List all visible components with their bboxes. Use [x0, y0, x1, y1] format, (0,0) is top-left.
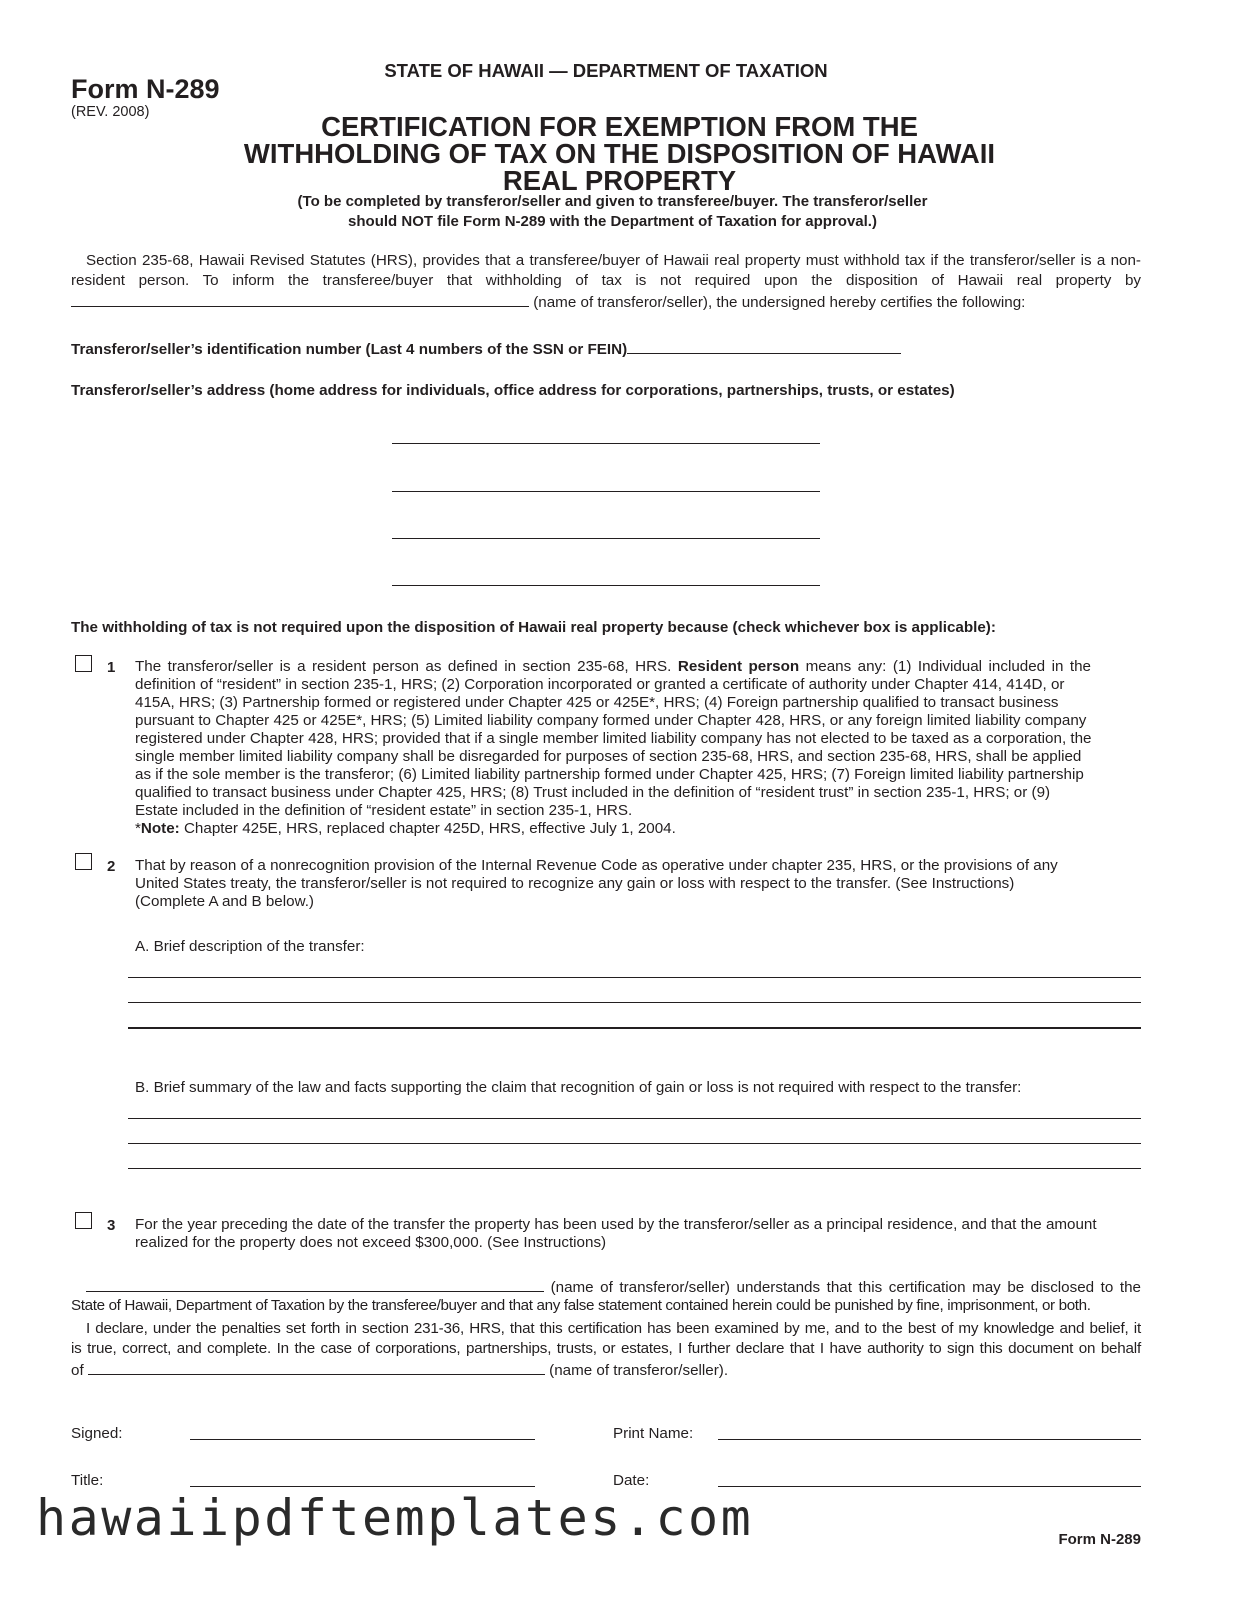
- declaration-line-5-text: (name of transferor/seller).: [549, 1362, 729, 1379]
- option-1-line-8: qualified to transact business under Chapter 425, HRS; (8) Trust included in the definition of “resident trust” in section 235-1, HRS; or (9): [135, 784, 1051, 801]
- declaration-line-2: State of Hawaii, Department of Taxation by the transferee/buyer and that any false statement contained herein could be punished by fine, imprisonment, or both.: [71, 1297, 1091, 1314]
- form-title-line-2: WITHHOLDING OF TAX ON THE DISPOSITION OF HAWAII: [243, 138, 996, 169]
- title-field[interactable]: [190, 1486, 535, 1487]
- declaration-line-5: [71, 1360, 1141, 1380]
- form-subtitle-line-2: should NOT file Form N-289 with the Department of Taxation for approval.): [348, 213, 877, 230]
- part-b-line-3[interactable]: [128, 1168, 1141, 1169]
- agency-name: STATE OF HAWAII — DEPARTMENT OF TAXATION: [384, 60, 828, 81]
- part-a-label: A. Brief description of the transfer:: [135, 938, 365, 955]
- declaration-line-4: is true, correct, and complete. In the case of corporations, partnerships, trusts, or estates, I further declare that I have authority to sign this document on behalf: [71, 1340, 1141, 1357]
- date-label: Date:: [613, 1472, 650, 1489]
- option-1-note: [135, 820, 1135, 838]
- form-subtitle-line-1: (To be completed by transferor/seller and given to transferee/buyer. The transferor/seller: [297, 193, 928, 210]
- option-1-line-9: Estate included in the definition of “resident estate” in section 235-1, HRS.: [135, 802, 633, 819]
- part-b-label: B. Brief summary of the law and facts supporting the claim that recognition of gain or loss is not required with respect to the transfer:: [135, 1079, 1022, 1096]
- option-1-line-1: [135, 658, 1091, 676]
- option-1-line-2: definition of “resident” in section 235-1, HRS; (2) Corporation incorporated or granted a certificate of authority under Chapter 414, 414D, or: [135, 676, 1065, 693]
- declaration-line-1-text: (name of transferor/seller) understands that this certification may be disclosed to the: [550, 1279, 1141, 1296]
- footer-form-number: Form N-289: [1058, 1531, 1141, 1548]
- form-number: Form N-289: [71, 74, 220, 104]
- address-line-3[interactable]: [392, 538, 820, 539]
- option-1-text-b: means any: (1) Individual included in the: [799, 658, 1091, 675]
- note-text: Chapter 425E, HRS, replaced chapter 425D, HRS, effective July 1, 2004.: [179, 820, 676, 837]
- part-a-line-1[interactable]: [128, 977, 1141, 978]
- option-1-checkbox[interactable]: [75, 655, 92, 672]
- signed-field[interactable]: [190, 1439, 535, 1440]
- option-2-line-3: (Complete A and B below.): [135, 893, 314, 910]
- option-3-line-1: For the year preceding the date of the transfer the property has been used by the transferor/seller as a principal residence, and that the amount: [135, 1216, 1097, 1233]
- option-2-checkbox[interactable]: [75, 853, 92, 870]
- declaration-line-1: [86, 1277, 1141, 1297]
- option-2-line-1: That by reason of a nonrecognition provision of the Internal Revenue Code as operative under chapter 235, HRS, or the provisions of any: [135, 857, 1058, 874]
- part-a-line-2[interactable]: [128, 1002, 1141, 1003]
- form-revision: (REV. 2008): [71, 104, 150, 120]
- date-field[interactable]: [718, 1486, 1141, 1487]
- address-label: Transferor/seller’s address (home address for individuals, office address for corporations, partnerships, trusts, or estates): [71, 382, 955, 399]
- note-label: Note:: [140, 820, 180, 837]
- id-number-field[interactable]: [627, 339, 901, 354]
- part-a-line-3[interactable]: [128, 1027, 1141, 1029]
- address-line-4[interactable]: [392, 585, 820, 586]
- option-3-line-2: realized for the property does not exceed $300,000. (See Instructions): [135, 1234, 607, 1251]
- form-title-line-3: REAL PROPERTY: [502, 165, 737, 196]
- title-label: Title:: [71, 1472, 104, 1489]
- resident-person-term: Resident person: [677, 658, 800, 675]
- part-b-line-2[interactable]: [128, 1143, 1141, 1144]
- option-2-number: 2: [107, 858, 116, 875]
- id-number-row: [71, 339, 1141, 359]
- option-1-line-3: 415A, HRS; (3) Partnership formed or registered under Chapter 425 or 425E*, HRS; (4) Foreign partnership qualified to transact business: [135, 694, 1059, 711]
- declaration-line-3: I declare, under the penalties set forth in section 231-36, HRS, that this certification has been examined by me, and to the best of my knowledge and belief, it: [86, 1320, 1141, 1337]
- note-asterisk: *: [135, 820, 141, 837]
- option-1-line-4: pursuant to Chapter 425 or 425E*, HRS; (5) Limited liability company formed under Chapter 428, HRS, or any foreign limited liability company: [135, 712, 1087, 729]
- intro-line-1: Section 235-68, Hawaii Revised Statutes (HRS), provides that a transferee/buyer of Hawaii real property must withhold tax if the transferor/seller is a non-: [86, 252, 1141, 269]
- option-1-text-a: The transferor/seller is a resident person as defined in section 235-68, HRS.: [135, 658, 678, 675]
- intro-line-2: resident person. To inform the transferee/buyer that withholding of tax is not required upon the disposition of Hawaii real property by: [71, 272, 1141, 289]
- intro-line-3-text: (name of transferor/seller), the undersigned hereby certifies the following:: [533, 294, 1026, 311]
- signed-label: Signed:: [71, 1425, 123, 1442]
- reasons-heading: The withholding of tax is not required upon the disposition of Hawaii real property because (check whichever box is applicable):: [71, 619, 996, 636]
- part-b-line-1[interactable]: [128, 1118, 1141, 1119]
- print-name-field[interactable]: [718, 1439, 1141, 1440]
- print-name-label: Print Name:: [613, 1425, 694, 1442]
- declaration-line-5-prefix: of: [71, 1362, 84, 1379]
- option-3-number: 3: [107, 1217, 116, 1234]
- option-3-checkbox[interactable]: [75, 1212, 92, 1229]
- declaration-seller-name-field[interactable]: [86, 1277, 544, 1292]
- option-1-line-7: as if the sole member is the transferor; (6) Limited liability partnership formed under Chapter 425, HRS; (7) Foreign limited liability partnership: [135, 766, 1084, 783]
- declaration-authority-name-field[interactable]: [88, 1360, 545, 1375]
- option-2-line-2: United States treaty, the transferor/seller is not required to recognize any gain or loss with respect to the transfer. (See Instructions): [135, 875, 1015, 892]
- address-line-2[interactable]: [392, 491, 820, 492]
- option-1-number: 1: [107, 659, 116, 676]
- address-line-1[interactable]: [392, 443, 820, 444]
- id-number-label: Transferor/seller’s identification number (Last 4 numbers of the SSN or FEIN): [71, 341, 628, 358]
- seller-name-field[interactable]: [71, 292, 529, 307]
- form-title-line-1: CERTIFICATION FOR EXEMPTION FROM THE: [321, 111, 918, 142]
- option-1-line-6: single member limited liability company shall be disregarded for purposes of section 235-68, HRS, and section 235-68, HRS, shall be applied: [135, 748, 1082, 765]
- intro-line-3: [71, 292, 1141, 312]
- watermark-text: hawaiipdftemplates.com: [36, 1489, 754, 1547]
- option-1-line-5: registered under Chapter 428, HRS; provided that if a single member limited liability company has not elected to be taxed as a corporation, the: [135, 730, 1092, 747]
